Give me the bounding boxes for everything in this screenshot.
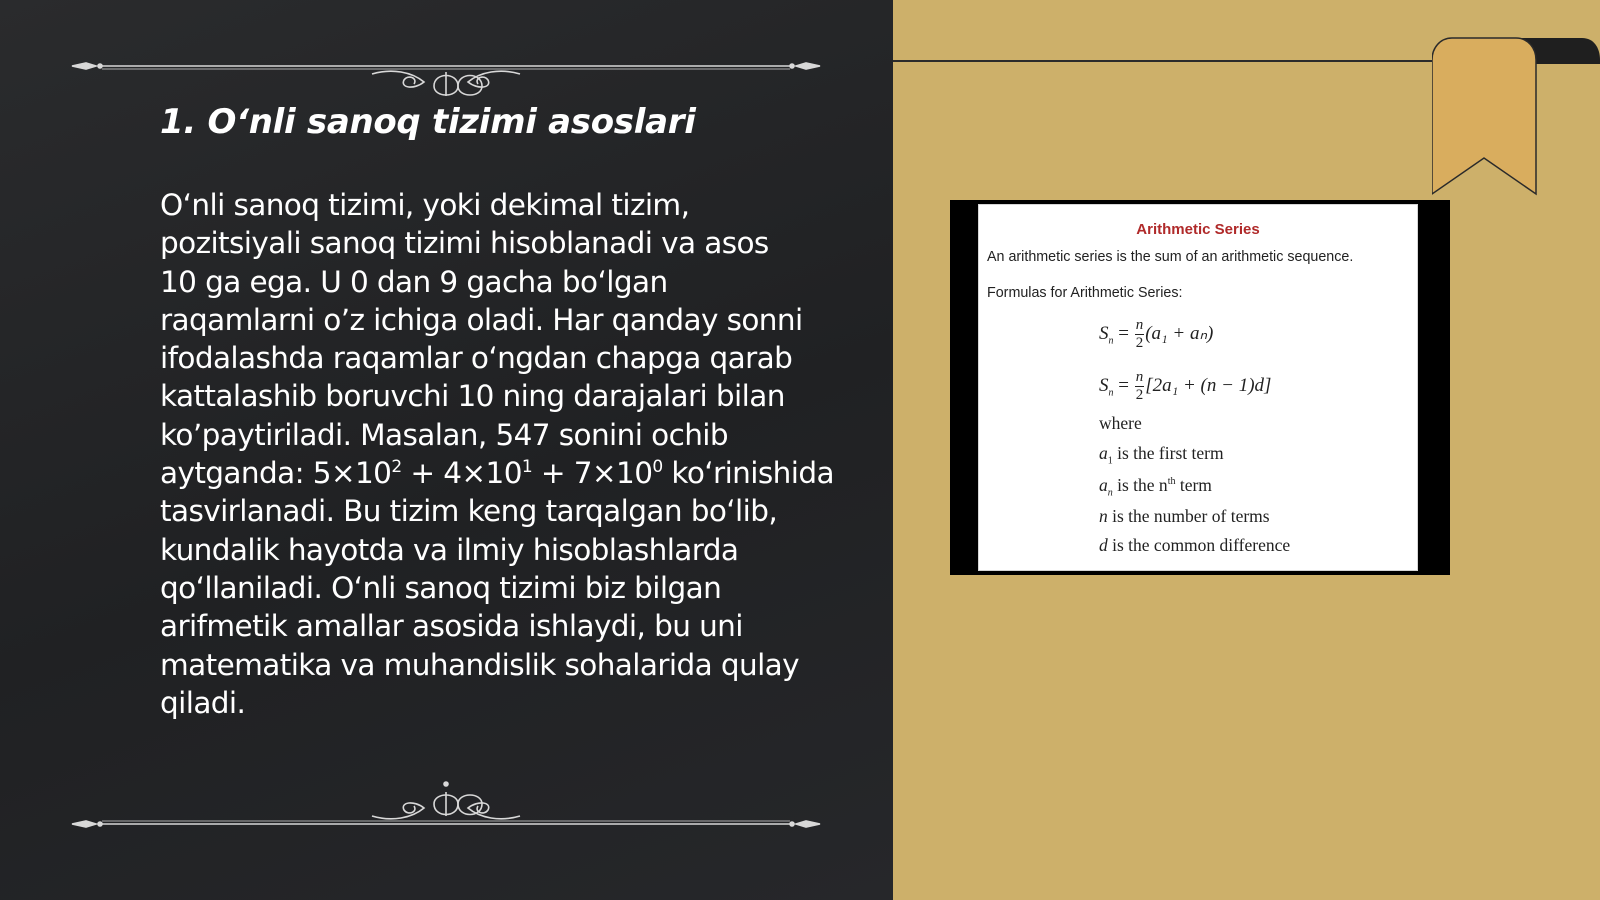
top-rule-divider xyxy=(893,60,1438,62)
fraction-numerator: n xyxy=(1135,369,1144,385)
definition-text: is the n xyxy=(1112,475,1168,495)
definition-symbol: n xyxy=(1099,506,1108,526)
body-line: ko’paytiriladi. Masalan, 547 sonini ochib xyxy=(160,417,729,452)
figure-card xyxy=(978,204,1418,571)
definition-first-term xyxy=(1099,443,1224,467)
example-suffix: ko‘rinishida xyxy=(662,456,834,491)
exponent: 2 xyxy=(391,457,402,478)
definition-superscript: th xyxy=(1167,476,1176,488)
formula-rhs: [2a₁ + (n − 1)d] xyxy=(1145,374,1272,396)
fraction-denominator: 2 xyxy=(1135,335,1144,351)
definition-text: is the number of terms xyxy=(1107,506,1270,526)
definition-subscript: n xyxy=(1107,487,1113,499)
body-line: qo‘llaniladi. O‘nli sanoq tizimi biz bilgan xyxy=(160,570,722,605)
definition-symbol: d xyxy=(1099,535,1108,555)
formula-sum-first-last xyxy=(1099,317,1213,352)
formula-subscript: n xyxy=(1108,335,1114,347)
arithmetic-series-figure xyxy=(950,200,1450,575)
body-line: tasvirlanadi. Bu tizim keng tarqalgan bo‘lib, xyxy=(160,494,778,529)
bottom-flourish-divider-icon xyxy=(62,770,830,830)
definition-symbol: a xyxy=(1099,475,1108,495)
definition-text: is the first term xyxy=(1112,443,1224,463)
example-mid: + 4×10 xyxy=(401,456,522,491)
formula-lhs: S xyxy=(1099,322,1109,344)
top-flourish-divider-icon xyxy=(62,38,830,98)
ribbon-bookmark-icon xyxy=(1432,34,1600,200)
formula-fraction xyxy=(1135,317,1145,352)
fraction-denominator: 2 xyxy=(1135,387,1144,403)
example-prefix: aytganda: 5×10 xyxy=(160,456,392,491)
formula-equals: = xyxy=(1113,374,1134,396)
exponent: 0 xyxy=(652,457,663,478)
definition-text: is the common difference xyxy=(1107,535,1291,555)
body-line: kundalik hayotda va ilmiy hisoblashlarda xyxy=(160,532,739,567)
figure-title: Arithmetic Series xyxy=(1136,221,1260,238)
formula-subscript: n xyxy=(1108,387,1114,399)
body-line: O‘nli sanoq tizimi, yoki dekimal tizim, xyxy=(160,188,690,222)
body-line: kattalashib boruvchi 10 ning darajalari bilan xyxy=(160,379,785,414)
example-mid: + 7×10 xyxy=(532,456,653,491)
where-label: where xyxy=(1099,413,1142,433)
definition-nth-term xyxy=(1099,475,1212,499)
body-line: 10 ga ega. U 0 dan 9 gacha bo‘lgan xyxy=(160,264,668,299)
definition-common-difference xyxy=(1099,535,1290,556)
definition-number-of-terms xyxy=(1099,506,1270,527)
formula-sum-common-difference xyxy=(1099,369,1271,404)
body-line: ifodalashda raqamlar o‘ngdan chapga qarab xyxy=(160,341,793,376)
formula-fraction xyxy=(1135,369,1145,404)
body-line: arifmetik amallar asosida ishlaydi, bu uni xyxy=(160,609,743,644)
definition-text: term xyxy=(1175,475,1212,495)
fraction-numerator: n xyxy=(1135,317,1144,333)
slide-title: 1. O‘nli sanoq tizimi asoslari xyxy=(160,102,696,142)
slide-body-text xyxy=(160,186,850,722)
formulas-label: Formulas for Arithmetic Series: xyxy=(987,285,1183,301)
body-line: qiladi. xyxy=(160,685,246,720)
formula-equals: = xyxy=(1113,322,1134,344)
definition-subscript: 1 xyxy=(1107,455,1113,467)
figure-description: An arithmetic series is the sum of an arithmetic sequence. xyxy=(987,249,1354,265)
definition-symbol: a xyxy=(1099,443,1108,463)
formula-lhs: S xyxy=(1099,374,1109,396)
body-line: pozitsiyali sanoq tizimi hisoblanadi va asos xyxy=(160,226,769,261)
formula-rhs: (a₁ + aₙ) xyxy=(1145,322,1214,344)
body-line: matematika va muhandislik sohalarida qulay xyxy=(160,647,800,682)
exponent: 1 xyxy=(521,457,533,478)
example-line xyxy=(160,454,850,492)
body-line: raqamlarni o’z ichiga oladi. Har qanday sonni xyxy=(160,302,803,337)
